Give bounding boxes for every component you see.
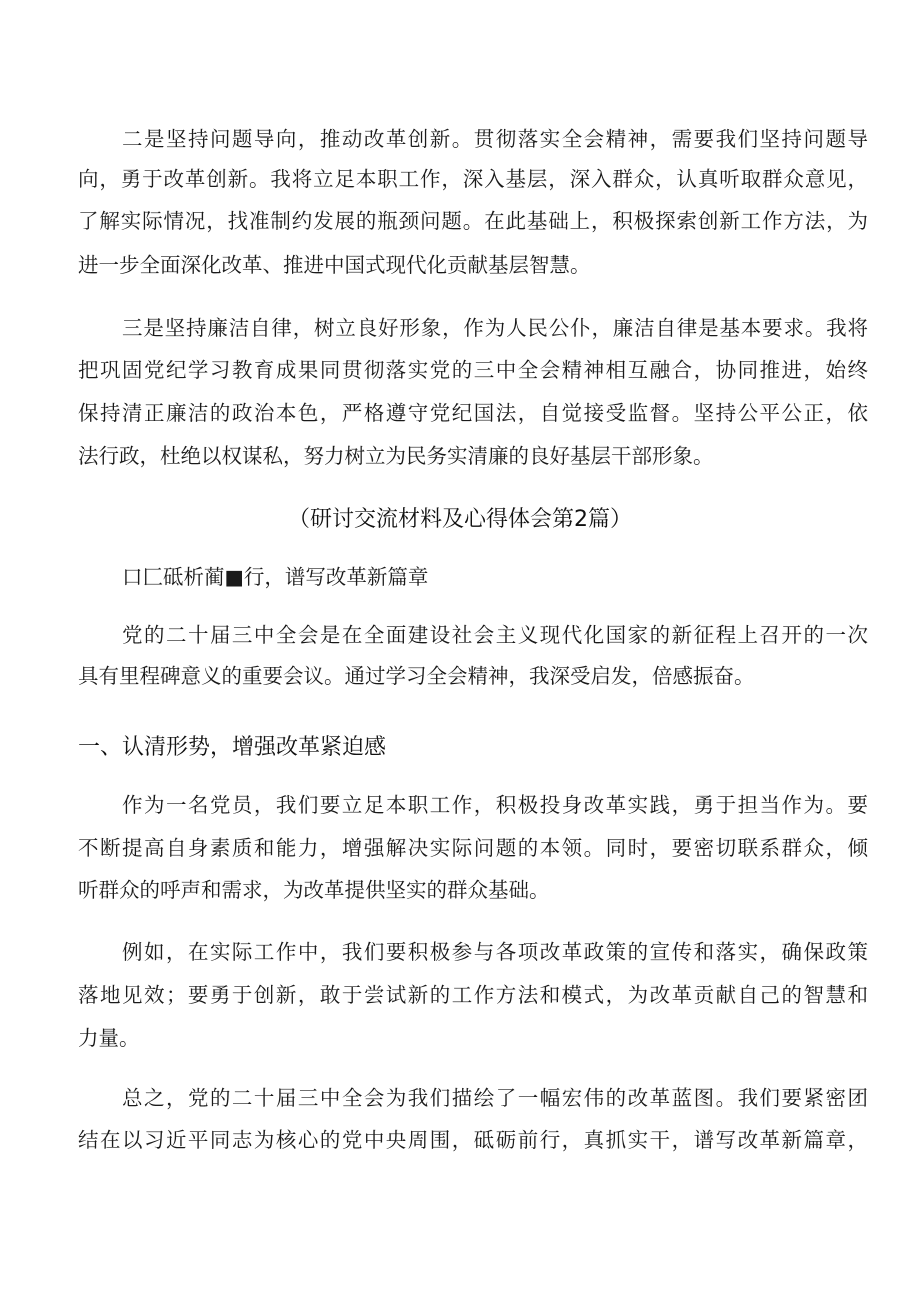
paragraph-line: 进一步全面深化改革、推进中国式现代化贡献基层智慧。 <box>78 253 591 277</box>
paragraph-line: 二是坚持问题导向，推动改革创新。贯彻落实全会精神，需要我们坚持问题导 <box>122 127 868 151</box>
paragraph-line: 向，勇于改革创新。我将立足本职工作，深入基层，深入群众，认真听取群众意见， <box>78 167 868 191</box>
paragraph-line: 例如，在实际工作中，我们要积极参与各项改革政策的宣传和落实，确保政策 <box>122 940 868 964</box>
paragraph-line: 把巩固党纪学习教育成果同贯彻落实党的三中全会精神相互融合，协同推进，始终 <box>78 358 868 382</box>
paragraph-line: 了解实际情况，找准制约发展的瓶颈问题。在此基础上，积极探索创新工作方法，为 <box>78 209 868 233</box>
article-subtitle: 口匚砥析蔺■行，谱写改革新篇章 <box>122 565 429 589</box>
paragraph-line: 具有里程碑意义的重要会议。通过学习全会精神，我深受启发，倍感振奋。 <box>78 664 755 688</box>
paragraph-line: 听群众的呼声和需求，为改革提供坚实的群众基础。 <box>78 878 550 902</box>
paragraph-line: 总之，党的二十届三中全会为我们描绘了一幅宏伟的改革蓝图。我们要紧密团 <box>122 1086 868 1110</box>
paragraph-line: 不断提高自身素质和能力，增强解决实际问题的本领。同时，要密切联系群众，倾 <box>78 836 868 860</box>
section-title: （研讨交流材料及心得体会第2篇） <box>288 507 632 532</box>
paragraph-line: 党的二十届三中全会是在全面建设社会主义现代化国家的新征程上召开的一次 <box>122 623 868 647</box>
paragraph-line: 落地见效；要勇于创新，敢于尝试新的工作方法和模式，为改革贡献自己的智慧和 <box>78 983 868 1007</box>
paragraph-line: 作为一名党员，我们要立足本职工作，积极投身改革实践，勇于担当作为。要 <box>122 793 868 817</box>
paragraph-line: 法行政，杜绝以权谋私，努力树立为民务实清廉的良好基层干部形象。 <box>78 444 714 468</box>
paragraph-line: 保持清正廉洁的政治本色，严格遵守党纪国法，自觉接受监督。坚持公平公正，依 <box>78 401 868 425</box>
paragraph-line: 力量。 <box>78 1026 140 1050</box>
paragraph-line: 结在以习近平同志为核心的党中央周围，砥砺前行，真抓实干，谱写改革新篇章， <box>78 1128 868 1152</box>
paragraph-line: 三是坚持廉洁自律，树立良好形象，作为人民公仆，廉洁自律是基本要求。我将 <box>122 316 868 340</box>
heading-1: 一、认清形势，增强改革紧迫感 <box>78 735 387 760</box>
